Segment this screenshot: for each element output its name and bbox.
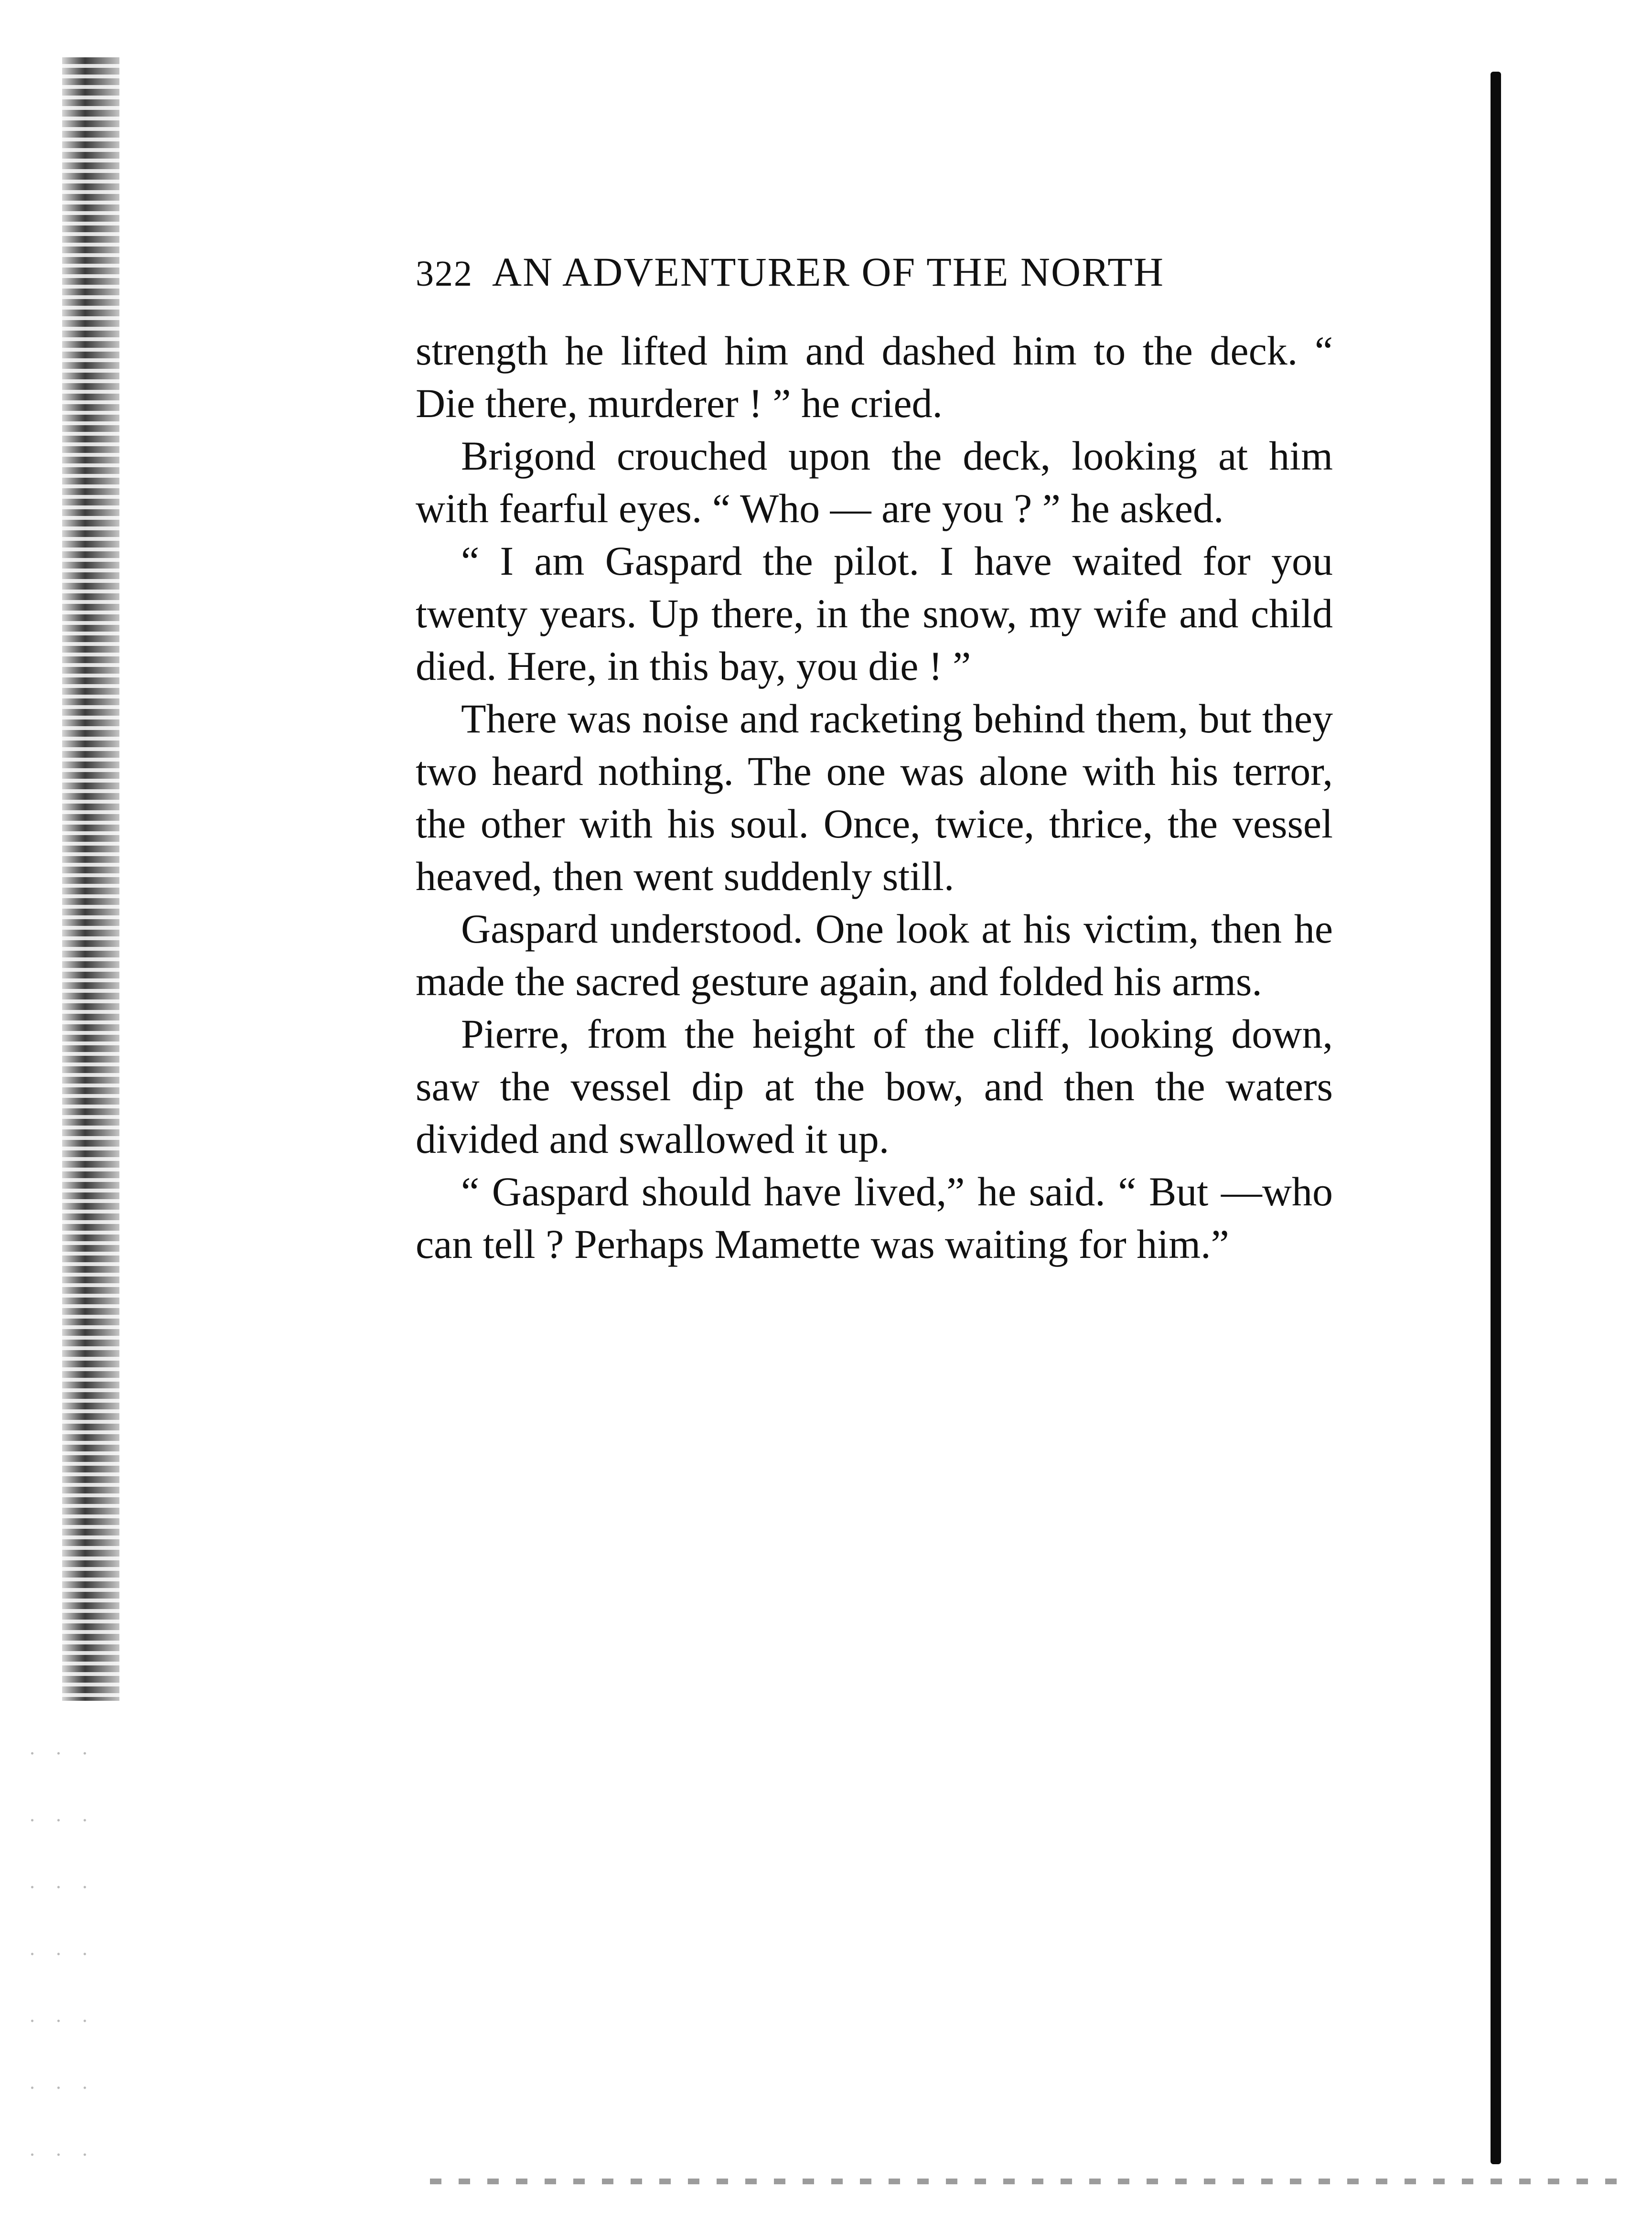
binding-shadow [62, 57, 119, 1701]
paragraph: Pierre, from the height of the cliff, looking down, saw the vessel dip at the bow, and then the waters divided and swallowed it up. [416, 1010, 1333, 1162]
paragraph: Gaspard understood. One look at his victim, then he made the sacred gesture again, and folded his arms. [416, 905, 1333, 1004]
paragraph-continuation: strength he lifted him and dashed him to the deck. “ Die there, murderer ! ” he cried. [416, 327, 1333, 426]
page-text [416, 248, 1333, 1270]
running-head [416, 248, 1333, 296]
running-title: AN ADVENTURER OF THE NORTH [492, 249, 1164, 295]
paragraph: “ Gaspard should have lived,” he said. “ But —who can tell ? Perhaps Mamette was waiting for him.” [416, 1168, 1333, 1267]
bottom-scan-noise [430, 2179, 1624, 2184]
page-edge-line [1491, 72, 1501, 2164]
paragraph: There was noise and racketing behind them, but they two heard nothing. The one was alone with his terror, the other with his soul. Once, twice, thrice, the vessel heaved, then went suddenly still. [416, 695, 1333, 899]
page-number: 322 [416, 254, 473, 294]
paragraph: “ I am Gaspard the pilot. I have waited for you twenty years. Up there, in the snow, my wife and child died. Here, in this bay, you die ! ” [416, 537, 1333, 689]
paragraph: Brigond crouched upon the deck, looking at him with fearful eyes. “ Who — are you ? ” he asked. [416, 432, 1333, 531]
margin-specks [19, 1720, 96, 2174]
